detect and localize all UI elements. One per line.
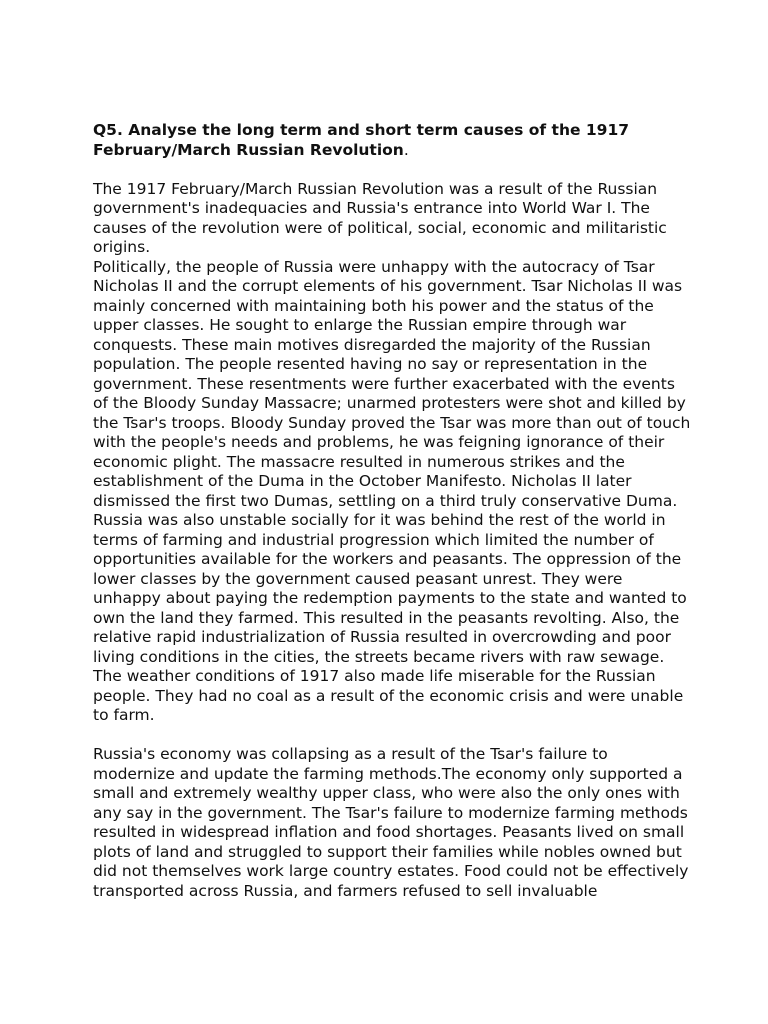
question-heading [93, 121, 693, 160]
paragraph-economic: Russia's economy was collapsing as a result of the Tsar's failure to modernize and update the farming methods.The economy only supported a small and extremely wealthy upper class, who were also the only ones with any say in the government. The Tsar's failure to modernize farming methods resulted in widespread inflation and food shortages. Peasants lived on small plots of land and struggled to support their families while nobles owned but did not themselves work large country estates. Food could not be effectively transported across Russia, and farmers refused to sell invaluable [93, 745, 689, 900]
question-end-punctuation: . [403, 140, 409, 159]
paragraph-political: Politically, the people of Russia were unhappy with the autocracy of Tsar Nicholas II and the corrupt elements of his government. Tsar Nicholas II was mainly concerned with maintaining both his power and the status of the upper classes. He sought to enlarge the Russian empire through war conquests. These main motives disregarded the majority of the Russian population. The people resented having no say or representation in the government. These resentments were further exacerbated with the events of the Bloody Sunday Massacre; unarmed protesters were shot and killed by the Tsar's troops. Bloody Sunday proved the Tsar was more than out of touch with the people's needs and problems, he was feigning ignorance of their economic plight. The massacre resulted in numerous strikes and the establishment of the Duma in the October Manifesto. Nicholas II later dismissed the first two Dumas, settling on a third truly conservative Duma. [93, 257, 691, 510]
paragraph-social: Russia was also unstable socially for it was behind the rest of the world in terms of farming and industrial progression which limited the number of opportunities available for the workers and peasants. The oppression of the lower classes by the government caused peasant unrest. They were unhappy about paying the redemption payments to the state and wanted to own the land they farmed. This resulted in the peasants revolting. Also, the relative rapid industrialization of Russia resulted in overcrowding and poor living conditions in the cities, the streets became rivers with raw sewage. The weather conditions of 1917 also made life miserable for the Russian people. They had no coal as a result of the economic crisis and were unable to farm. [93, 511, 687, 724]
paragraph-intro: The 1917 February/March Russian Revolution was a result of the Russian government's inadequacies and Russia's entrance into World War I. The causes of the revolution were of political, social, economic and militaristic origins. [93, 179, 667, 256]
question-text: Q5. Analyse the long term and short term causes of the 1917 February/March Russian Revolution [93, 121, 630, 159]
document-page [93, 121, 693, 901]
